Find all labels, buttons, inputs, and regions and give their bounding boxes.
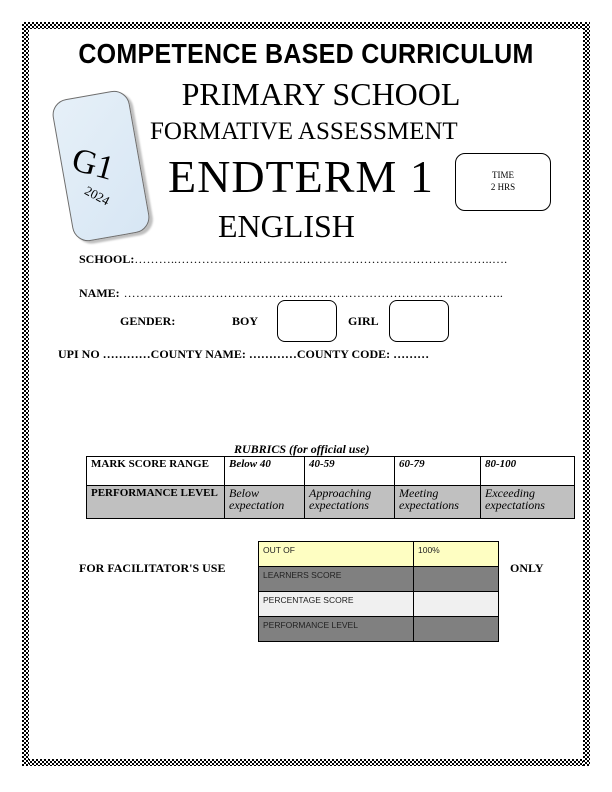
gender-label: GENDER:	[120, 314, 176, 328]
table-row	[87, 486, 575, 519]
school-level-title: PRIMARY SCHOOL	[181, 76, 461, 112]
facilitator-table	[258, 541, 499, 642]
facilitator-label: FOR FACILITATOR'S USE	[79, 561, 226, 575]
school-dots: ………..………………………….………………………………………..….	[134, 252, 508, 266]
time-value: 2 HRS	[490, 182, 516, 192]
page-border-left	[22, 22, 29, 766]
rubric-range: 80-100	[481, 457, 575, 486]
upi-county-line[interactable]: UPI NO …………COUNTY NAME: …………COUNTY CODE: ………	[58, 347, 430, 361]
time-label: TIME	[492, 170, 514, 180]
table-row	[259, 542, 499, 567]
rubric-table	[86, 456, 575, 519]
rubric-range: 60-79	[395, 457, 481, 486]
boy-label: BOY	[232, 314, 259, 328]
fac-cell-label: PERFORMANCE LEVEL	[259, 617, 414, 642]
table-row	[87, 457, 575, 486]
school-field[interactable]	[79, 250, 507, 268]
girl-label: GIRL	[348, 314, 379, 328]
school-label: SCHOOL:	[79, 252, 135, 266]
curriculum-banner: COMPETENCE BASED CURRICULUM	[78, 38, 534, 70]
name-dots: ……………..……………………….………………………………...………..	[123, 286, 504, 300]
rubric-level: Meeting expectations	[395, 486, 481, 519]
rubric-level: Exceeding expectations	[481, 486, 575, 519]
rubric-level: Below expectation	[225, 486, 305, 519]
time-box	[455, 153, 551, 211]
rubric-title: RUBRICS (for official use)	[234, 442, 370, 456]
rubric-row-label: MARK SCORE RANGE	[87, 457, 225, 486]
table-row	[259, 567, 499, 592]
fac-cell-value[interactable]	[414, 592, 499, 617]
grade-badge-year: 2024	[82, 182, 113, 209]
page-border-top	[22, 22, 590, 29]
assessment-type-title: FORMATIVE ASSESSMENT	[150, 118, 458, 145]
name-label: NAME:	[79, 286, 120, 300]
fac-cell-value[interactable]	[414, 567, 499, 592]
fac-cell-label: PERCENTAGE SCORE	[259, 592, 414, 617]
rubric-row-label: PERFORMANCE LEVEL	[87, 486, 225, 519]
rubric-level: Approaching expectations	[305, 486, 395, 519]
boy-checkbox[interactable]	[277, 300, 337, 342]
fac-cell-label: LEARNERS SCORE	[259, 567, 414, 592]
table-row	[259, 617, 499, 642]
fac-cell-value: 100%	[414, 542, 499, 567]
grade-badge-grade: G1	[68, 141, 118, 188]
girl-checkbox[interactable]	[389, 300, 449, 342]
fac-cell-label: OUT OF	[259, 542, 414, 567]
fac-cell-value[interactable]	[414, 617, 499, 642]
term-title: ENDTERM 1	[168, 151, 434, 202]
facilitator-only-label: ONLY	[510, 561, 544, 575]
subject-title: ENGLISH	[218, 208, 355, 244]
rubric-range: 40-59	[305, 457, 395, 486]
page-border-bottom	[22, 759, 590, 766]
rubric-range: Below 40	[225, 457, 305, 486]
page-border-right	[583, 22, 590, 766]
table-row	[259, 592, 499, 617]
